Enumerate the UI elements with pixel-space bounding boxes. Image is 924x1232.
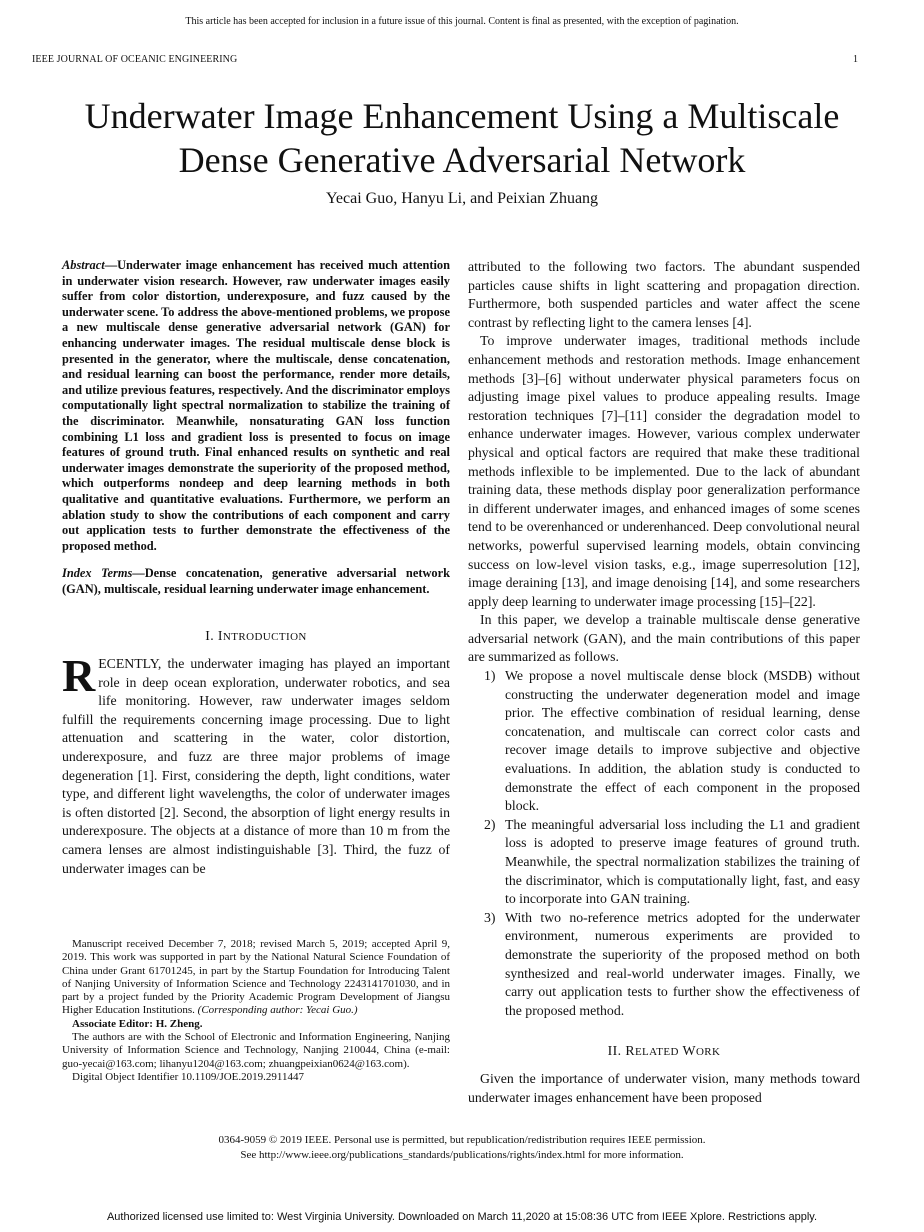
journal-name: IEEE JOURNAL OF OCEANIC ENGINEERING <box>32 54 238 65</box>
list-item-number: 1) <box>484 668 496 684</box>
contributions-list <box>468 667 860 1020</box>
title-line-1: Underwater Image Enhancement Using a Multiscale <box>84 96 840 136</box>
footnote <box>62 938 450 1084</box>
right-paragraph-3: In this paper, we develop a trainable multiscale dense generative adversarial network (GAN), and the main contributions of this paper are summarized as follows. <box>468 612 860 665</box>
section2-rest-r: ELATED <box>634 1046 679 1059</box>
section2-numeral: II. <box>607 1043 622 1059</box>
abstract-label: Abstract <box>62 258 105 272</box>
footnote-manuscript <box>62 938 450 1018</box>
footnote-associate-editor: Associate Editor: H. Zheng. <box>72 1017 203 1030</box>
copyright-line: 0364-9059 © 2019 IEEE. Personal use is permitted, but republication/redistribution requires IEEE permission. <box>218 1134 706 1146</box>
section1-initial: I <box>217 628 223 644</box>
list-item-text: With two no-reference metrics adopted for the underwater environment, numerous experiments are provided to demonstrate the superiority of the proposed method on both synthesized and real-world underwater images. Finally, we carry out application tests to further show the effectiveness of the proposed method. <box>505 909 860 1018</box>
right-paragraph-1: attributed to the following two factors. The abundant suspended particles cause shifts in light scattering and propagation direction. Furthermore, both suspended particles and water affect the scene contrast by reflecting light to the camera lenses [4]. <box>468 259 860 330</box>
section2-rest-w: ORK <box>695 1046 721 1059</box>
right-paragraph-2: To improve underwater images, traditional methods include enhancement methods and restoration methods. Image enhancement methods [3]–[6] without underwater physical parameters focus on adjusting image pixel values to produce appealing results. Image restoration techniques [7]–[11] consider the degradation model to enhance underwater images. However, various complex underwater physical and optical factors are required that make these traditional methods inflexible to be implemented. Due to the lack of abundant training data, these methods display poor generalization performance in different underwater images, and enhanced images of some scenes tend to be overenhanced or underenhanced. Deep convolutional neural networks, powerful supervised learning models, obtain convincing success on low-level vision tasks, e.g., image superresolution [12], image deraining [13], and image denoising [14], and some researchers apply deep learning to underwater image processing [15]–[22]. <box>468 333 860 609</box>
page-number: 1 <box>853 54 858 65</box>
left-column <box>62 258 450 878</box>
list-item-number: 3) <box>484 909 496 925</box>
section1-numeral: I. <box>205 628 215 644</box>
footnote-doi: Digital Object Identifier 10.1109/JOE.2019.2911447 <box>72 1070 304 1083</box>
section2-initial-w: W <box>682 1043 696 1059</box>
drop-cap: R <box>62 650 96 702</box>
right-paragraph-4: Given the importance of underwater vision, many methods toward underwater images enhancement have been proposed <box>468 1070 860 1105</box>
section2-initial-r: R <box>625 1043 635 1059</box>
index-terms-text: —Dense concatenation, generative adversarial network (GAN), multiscale, residual learning underwater image enhancement. <box>62 566 450 596</box>
section-heading-related-work <box>468 1042 860 1062</box>
intro-paragraph <box>62 650 450 878</box>
acceptance-note: This article has been accepted for inclusion in a future issue of this journal. Content is final as presented, with the exception of pagination. <box>185 16 739 27</box>
right-column <box>468 258 860 1107</box>
license-notice: Authorized licensed use limited to: West Virginia University. Downloaded on March 11,2020 at 15:08:36 UTC from IEEE Xplore. Restrictions apply. <box>106 1211 818 1223</box>
authors: Yecai Guo, Hanyu Li, and Peixian Zhuang <box>325 190 599 207</box>
list-item-text: We propose a novel multiscale dense block (MSDB) without constructing the underwater degeneration model and image prior. The effective combination of residual learning, dense concatenation, and multiscale can correct color casts and recover image details to improve subjective and objective evaluations. In addition, the ablation study is conducted to demonstrate the effect of each component in the proposed block. <box>505 668 860 814</box>
copyright-notice <box>0 1133 924 1163</box>
footnote-corresponding: (Corresponding author: Yecai Guo.) <box>197 1004 358 1017</box>
list-item-number: 2) <box>484 816 496 832</box>
list-item <box>468 667 860 816</box>
footnote-manuscript-text: Manuscript received December 7, 2018; revised March 5, 2019; accepted April 9, 2019. This work was supported in part by the National Natural Science Foundation of China under Grant 61701245, in part by the Startup Foundation for Introducing Talent of Nanjing University of Information Science and Technology 2243141701030, and in part by a project funded by the Priority Academic Program Development of Jiangsu Higher Education Institutions. <box>62 938 450 1017</box>
footnote-affiliation: The authors are with the School of Electronic and Information Engineering, Nanjing University of Information Science and Technology, Nanjing 210044, China (e-mail: guo-yecai@163.com; lihanyu1204@163.com; zhuangpeixian0624@163.com). <box>62 1031 450 1070</box>
section-heading-introduction <box>62 627 450 647</box>
rights-url-line: See http://www.ieee.org/publications_standards/publications/rights/index.html for more information. <box>240 1149 684 1161</box>
index-terms <box>62 566 450 597</box>
index-terms-label: Index Terms <box>62 566 133 581</box>
intro-text: ECENTLY, the underwater imaging has played an important role in deep ocean exploration, underwater robotics, and sea life monitoring. However, raw underwater images seldom fulfill the requirements concerning image processing. Due to light attenuation and scattering in the water, color distortion, underexposure, and fuzz are three major problems of image degeneration [1]. First, considering the depth, light conditions, water type, and different light wavelengths, the color of underwater images is often distorted [2]. Second, the absorption of light energy results in underexposure. The objects at a distance of more than 10 m from the camera lenses are almost indistinguishable [3]. Third, the fuzz of underwater images can be <box>62 656 450 876</box>
abstract <box>62 258 450 554</box>
section1-rest: NTRODUCTION <box>222 631 307 644</box>
title-line-2: Dense Generative Adversarial Network <box>178 140 746 180</box>
list-item <box>468 909 860 1021</box>
list-item-text: The meaningful adversarial loss including the L1 and gradient loss is adopted to preserve image features of ground truth. Meanwhile, the spectral normalization stabilizes the training of the discriminator, which is computationally light, fast, and easy to incorporate into GAN training. <box>505 816 860 907</box>
paper-title <box>30 94 894 182</box>
abstract-text: —Underwater image enhancement has received much attention in underwater vision research. However, raw underwater images easily suffer from color distortion, underexposure, and fuzz caused by the underwater scene. To address the above-mentioned problems, we propose a new multiscale dense generative adversarial network (GAN) for enhancing underwater images. The residual multiscale dense block is presented in the generator, where the multiscale, dense concatenation, and residual learning can boost the performance, render more details, and utilize previous features, respectively. And the discriminator employs computationally light spectral normalization to stabilize the training of the discriminator. Meanwhile, nonsaturating GAN loss function combining L1 loss and gradient loss is presented to focus on image features of ground truth. Final enhanced results on synthetic and real underwater images demonstrate the superiority of the proposed method, which outperforms nondeep and deep learning methods in both qualitative and quantitative evaluations. Furthermore, we perform an ablation study to show the contributions of each component and carry out application tests to further demonstrate the effectiveness of the proposed method. <box>62 258 450 553</box>
list-item <box>468 816 860 909</box>
